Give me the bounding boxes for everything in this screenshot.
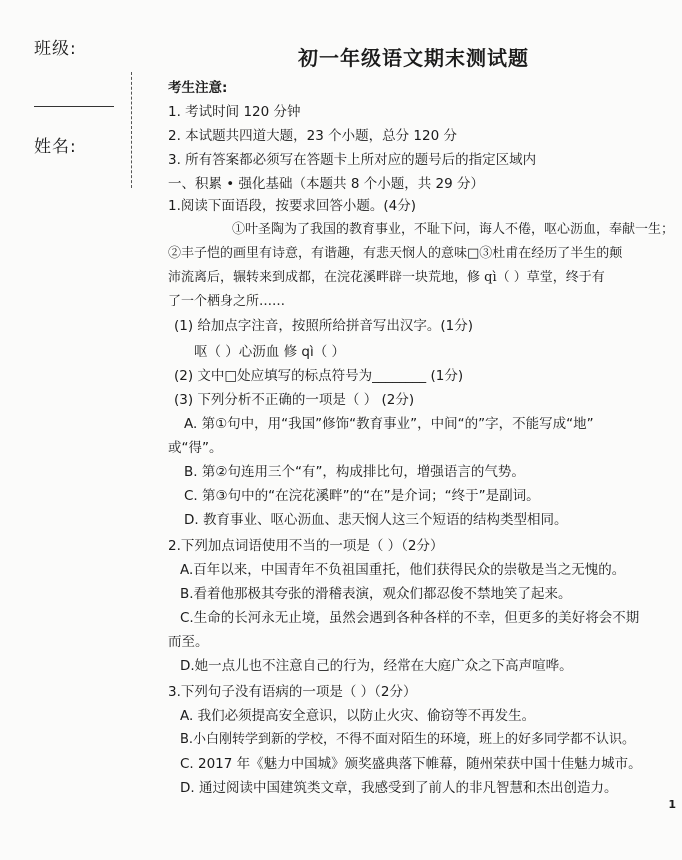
- q3-option-b: B.小白刚转学到新的学校，不得不面对陌生的环境，班上的好多同学都不认识。: [180, 732, 636, 747]
- q2-option-c: C.生命的长河永无止境，虽然会遇到各种各样的不幸，但更多的美好将会不期: [180, 610, 640, 626]
- name-label: 姓名:: [34, 137, 77, 157]
- binding-dashed-line: [131, 72, 132, 188]
- section-heading: 一、积累 • 强化基础（本题共 8 个小题，共 29 分）: [168, 176, 484, 192]
- notice-heading: 考生注意:: [168, 80, 228, 96]
- q3-stem: 3.下列句子没有语病的一项是（ ）（2分）: [168, 684, 417, 700]
- q1-passage-line-4: 了一个栖身之所……: [168, 294, 286, 309]
- notice-item-1: 1. 考试时间 120 分钟: [168, 104, 301, 120]
- q2-stem: 2.下列加点词语使用不当的一项是（ ）（2分）: [168, 538, 444, 554]
- q1-option-a: A. 第①句中，用“我国”修饰“教育事业”，中间“的”字，不能写成“地”: [184, 416, 594, 432]
- q1-option-b: B. 第②句连用三个“有”，构成排比句，增强语言的气势。: [184, 464, 525, 480]
- q1-sub1-answer: 呕（ ）心沥血 修 qì（ ）: [194, 344, 345, 360]
- q1-sub1: (1) 给加点字注音，按照所给拼音写出汉字。(1分): [174, 318, 474, 334]
- q2-option-d: D.她一点儿也不注意自己的行为，经常在大庭广众之下高声喧哗。: [180, 658, 573, 674]
- q1-option-d: D. 教育事业、呕心沥血、悲天悯人这三个短语的结构类型相同。: [184, 512, 568, 528]
- q2-option-c-cont: 而至。: [168, 634, 209, 650]
- q3-option-a: A. 我们必须提高安全意识，以防止火灾、偷窃等不再发生。: [180, 708, 536, 724]
- page-number: 1: [668, 798, 676, 811]
- notice-item-2: 2. 本试题共四道大题，23 个小题，总分 120 分: [168, 128, 457, 144]
- q1-sub2: (2) 文中□处应填写的标点符号为________ (1分): [174, 368, 464, 384]
- notice-item-3: 3. 所有答案都必须写在答题卡上所对应的题号后的指定区域内: [168, 152, 537, 168]
- q3-option-d: D. 通过阅读中国建筑类文章，我感受到了前人的非凡智慧和杰出创造力。: [180, 780, 618, 796]
- class-label: 班级:: [34, 39, 77, 59]
- q3-option-c: C. 2017 年《魅力中国城》颁奖盛典落下帷幕，随州荣获中国十佳魅力城市。: [180, 756, 642, 772]
- q1-stem: 1.阅读下面语段，按要求回答小题。(4分): [168, 198, 417, 214]
- q2-option-b: B.看着他那极其夸张的滑稽表演，观众们都忍俊不禁地笑了起来。: [180, 586, 572, 602]
- q2-option-a: A.百年以来，中国青年不负祖国重托，他们获得民众的崇敬是当之无愧的。: [180, 562, 626, 578]
- class-blank-line: [34, 106, 114, 107]
- q1-option-a-cont: 或“得”。: [168, 440, 223, 456]
- q1-passage-line-1: ①叶圣陶为了我国的教育事业，不耻下问，诲人不倦，呕心沥血，奉献一生；: [232, 222, 675, 237]
- q1-passage-line-3: 沛流离后，辗转来到成都，在浣花溪畔辟一块荒地，修 qì（ ）草堂，终于有: [168, 270, 605, 285]
- q1-option-c: C. 第③句中的“在浣花溪畔”的“在”是介词；“终于”是副词。: [184, 488, 540, 504]
- exam-title: 初一年级语文期末测试题: [298, 46, 529, 70]
- q1-sub3: (3) 下列分析不正确的一项是（ ） (2分): [174, 392, 415, 408]
- q1-passage-line-2: ②丰子恺的画里有诗意，有谐趣，有悲天悯人的意味□③杜甫在经历了半生的颠: [168, 246, 623, 261]
